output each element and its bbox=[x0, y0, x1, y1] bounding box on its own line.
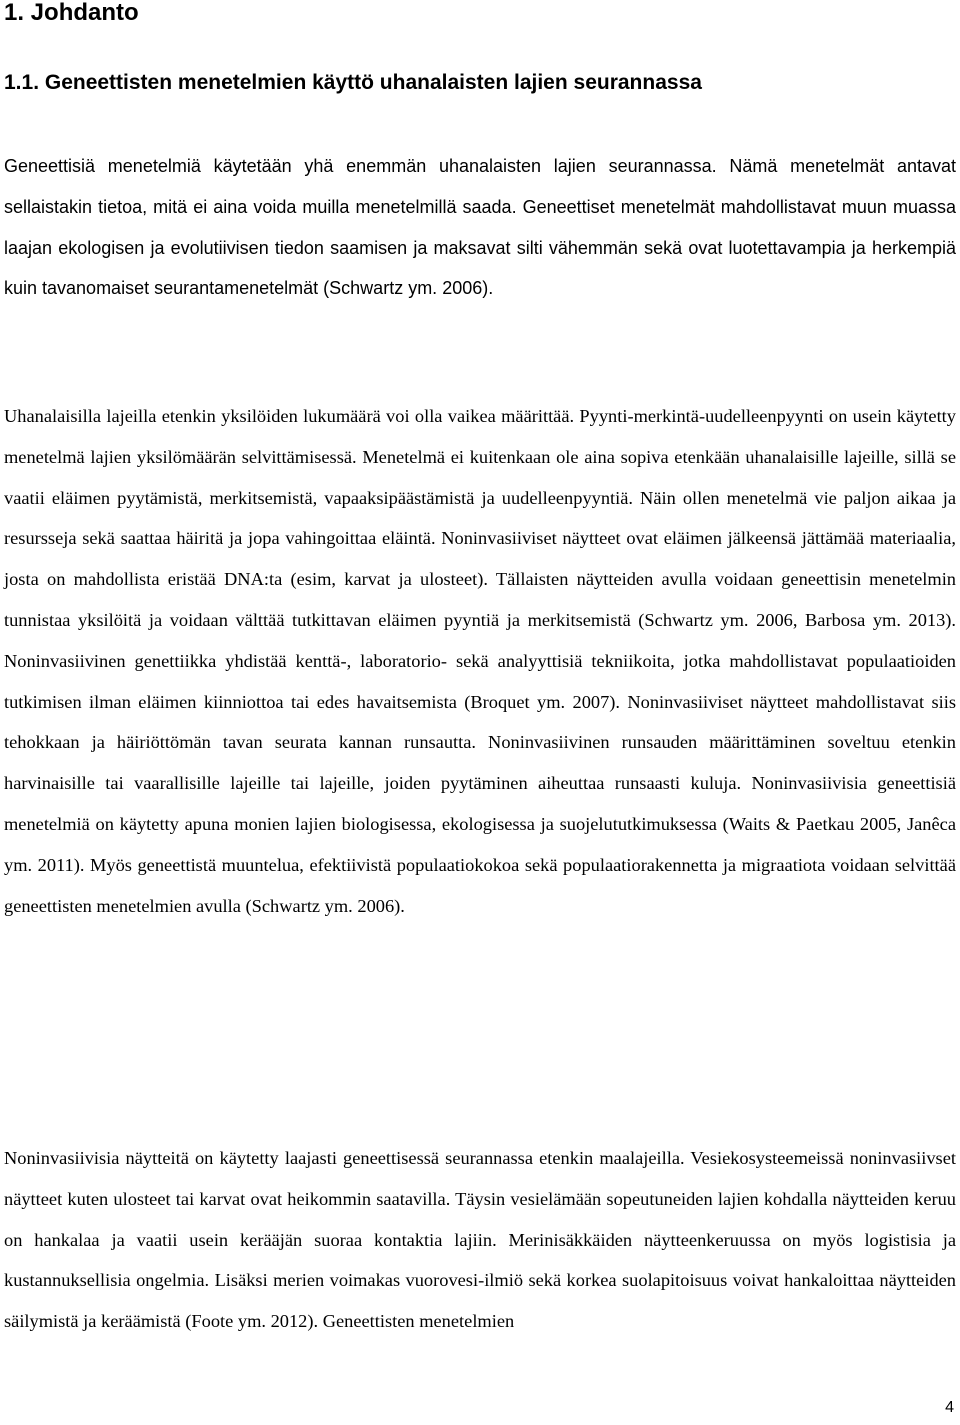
paragraph-intro: Geneettisiä menetelmiä käytetään yhä enemmän uhanalaisten lajien seurannassa. Nämä menetelmät antavat sellaistakin tietoa, mitä ei aina voida muilla menetelmillä saada. Geneettiset menetelmät mahdollistavat muun muassa laajan ekologisen ja evolutiivisen tiedon saamisen ja maksavat silti vähemmän sekä ovat luotettavampia ja herkempiä kuin tavanomaiset seurantamenetelmät (Schwartz ym. 2006). bbox=[4, 156, 956, 299]
chapter-heading: 1. Johdanto bbox=[4, 0, 139, 26]
section-heading: 1.1. Geneettisten menetelmien käyttö uhanalaisten lajien seurannassa bbox=[4, 71, 702, 94]
paragraph-aquatic-sampling: Noninvasiivisia näytteitä on käytetty laajasti geneettisessä seurannassa etenkin maalajeilla. Vesiekosysteemeissä noninvasiivset näytteet kuten ulosteet tai karvat ovat heikommin saatavilla. Täysin vesielämään sopeutuneiden lajien kohdalla näytteiden keruu on hankalaa ja vaatii usein kerääjän suoraa kontaktia lajiin. Merinisäkkäiden näytteenkeruussa on myös logistisia ja kustannuksellisia ongelmia. Lisäksi merien voimakas vuorovesi-ilmiö sekä korkea suolapitoisuus voivat hankaloittaa näytteiden säilymistä ja keräämistä (Foote ym. 2012). Geneettisten menetelmien bbox=[4, 1148, 956, 1332]
page-number: 4 bbox=[945, 1399, 954, 1416]
paragraph-noninvasive-methods: Uhanalaisilla lajeilla etenkin yksilöiden lukumäärä voi olla vaikea määrittää. Pyynti-merkintä-uudelleenpyynti on usein käytetty menetelmä lajien yksilömäärän selvittämisessä. Menetelmä ei kuitenkaan ole aina sopiva etenkään uhanalaisille lajeille, sillä se vaatii eläimen pyytämistä, merkitsemistä, vapaaksipäästämistä ja uudelleenpyyntiä. Näin ollen menetelmä vie paljon aikaa ja resursseja sekä saattaa häiritä ja jopa vahingoittaa eläintä. Noninvasiiviset näytteet ovat eläimen jälkeensä jättämää materiaalia, josta on mahdollista eristää DNA:ta (esim, karvat ja ulosteet). Tällaisten näytteiden avulla voidaan geneettisin menetelmin tunnistaa yksilöitä ja voidaan välttää tutkittavan eläimen pyyntiä ja merkitsemistä (Schwartz ym. 2006, Barbosa ym. 2013). Noninvasiivinen genettiikka yhdistää kenttä-, laboratorio- sekä analyyttisiä tekniikoita, jotka mahdollistavat populaatioiden tutkimisen ilman eläimen kiinniottoa tai edes havaitsemista (Broquet ym. 2007). Noninvasiiviset näytteet mahdollistavat siis tehokkaan ja häiriöttömän tavan seurata kannan runsautta. Noninvasiivinen runsauden määrittäminen soveltuu etenkin harvinaisille tai vaarallisille lajeille tai lajeille, joiden pyytäminen aiheuttaa runsaasti kuluja. Noninvasiivisia geneettisiä menetelmiä on käytetty apuna monien lajien biologisessa, ekologisessa ja suojelututkimuksessa (Waits & Paetkau 2005, Janêca ym. 2011). Myös geneettistä muuntelua, efektiivistä populaatiokokoa sekä populaatiorakennetta ja migraatiota voidaan selvittää geneettisten menetelmien avulla (Schwartz ym. 2006). bbox=[4, 406, 956, 916]
